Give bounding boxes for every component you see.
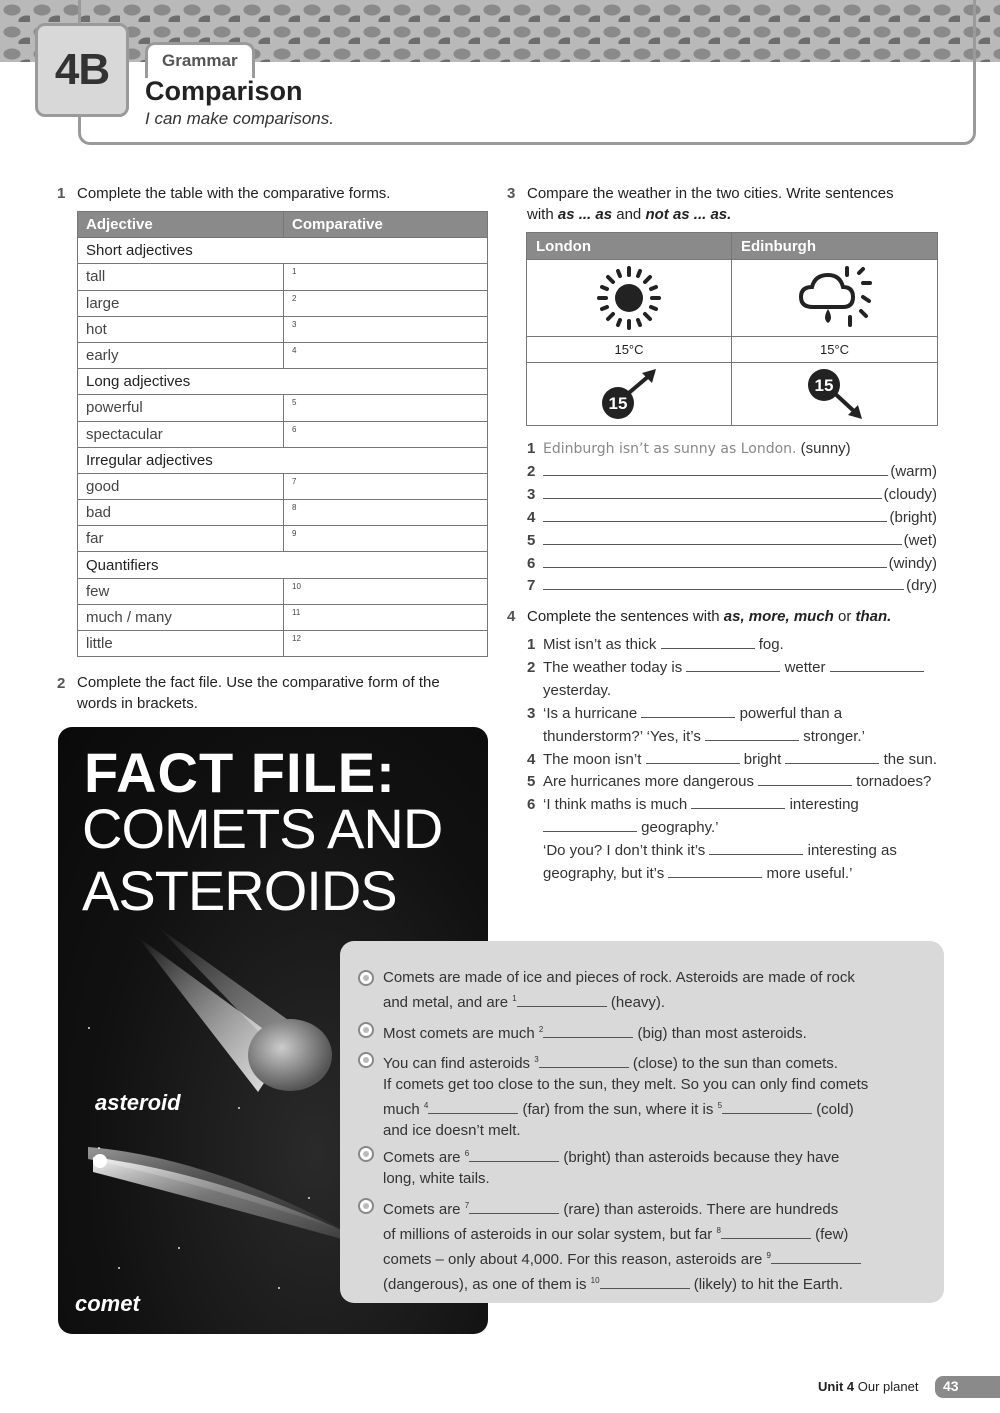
bullet-icon (358, 1022, 374, 1038)
gap-blank[interactable] (539, 1054, 629, 1068)
fact-text: You can find asteroids (383, 1055, 531, 1072)
sentence-text: interesting as (807, 842, 897, 859)
instruction-emphasis: than. (855, 608, 892, 625)
fact-file-subtitle-line-1: COMETS AND (82, 797, 443, 860)
section-tab: Grammar (145, 42, 255, 78)
line-number: 6 (527, 555, 536, 572)
gap-blank[interactable] (428, 1100, 518, 1114)
answer-cell[interactable]: 1 (284, 264, 488, 290)
answer-cell[interactable]: 3 (284, 316, 488, 342)
line-number: 7 (527, 577, 536, 594)
footer-unit-number: Unit 4 (818, 1379, 855, 1394)
answer-line (527, 504, 937, 526)
answer-cell[interactable]: 12 (284, 631, 488, 657)
exercise-3-instruction-line-1: Compare the weather in the two cities. Write sentences (527, 185, 894, 202)
exercise-4-number: 4 (507, 608, 516, 625)
exercise-3-number: 3 (507, 185, 516, 202)
fact-text: Most comets are much (383, 1025, 535, 1042)
comet-head (93, 1154, 107, 1168)
answer-cell[interactable]: 4 (284, 342, 488, 368)
fact-text: long, white tails. (383, 1170, 490, 1187)
city-header-london: London (527, 233, 732, 260)
gap-number: 3 (534, 1055, 539, 1064)
fact-file-subtitle (82, 798, 442, 922)
answer-cell[interactable]: 6 (284, 421, 488, 447)
gap-blank[interactable] (722, 1100, 812, 1114)
hint-word: (wet) (903, 532, 937, 549)
page-title: Comparison (145, 76, 303, 106)
fact-text: (few) (815, 1226, 849, 1243)
adjective-cell: bad (78, 500, 284, 526)
answer-line (527, 458, 937, 480)
hint-word: (dry) (906, 577, 937, 594)
fact-text: comets – only about 4,000. For this reason, asteroids are (383, 1251, 763, 1268)
sentence-text: geography, but it’s (543, 865, 665, 882)
gap-blank[interactable] (469, 1200, 559, 1214)
gap-blank[interactable] (543, 818, 637, 832)
gap-number: 7 (464, 1201, 470, 1210)
sentence-text: The weather today is (543, 659, 683, 676)
gap-number: 1 (512, 994, 517, 1003)
hint-word: (warm) (890, 463, 937, 480)
gap-number: 6 (464, 1149, 470, 1158)
gap-blank[interactable] (771, 1250, 861, 1264)
bullet-icon (358, 1198, 374, 1214)
asteroid-rock (248, 1019, 332, 1091)
answer-cell[interactable]: 11 (284, 604, 488, 630)
group-label: Long adjectives (78, 369, 488, 395)
gap-blank[interactable] (830, 658, 924, 672)
fact-text: much (383, 1101, 420, 1118)
answer-blank[interactable] (543, 567, 887, 568)
answer-blank[interactable] (543, 498, 882, 499)
adjective-cell: hot (78, 316, 284, 342)
fact-item (358, 1195, 928, 1295)
sentence-2 (527, 656, 924, 702)
fact-text: (bright) than asteroids because they have (563, 1149, 840, 1166)
answer-blank[interactable] (543, 475, 888, 476)
adjective-cell: much / many (78, 604, 284, 630)
answer-blank[interactable] (543, 544, 902, 545)
bullet-icon (358, 970, 374, 986)
weather-icon-cell (527, 260, 732, 337)
cloud-sun-rain-icon (795, 265, 875, 331)
adjective-cell: early (78, 342, 284, 368)
group-label: Irregular adjectives (78, 447, 488, 473)
wind-arrow-icon (800, 367, 870, 421)
exercise-2-number: 2 (57, 675, 66, 692)
fact-text: (cold) (816, 1101, 854, 1118)
fact-text: Comets are (383, 1201, 461, 1218)
fact-file-subtitle-line-2: ASTEROIDS (82, 859, 397, 922)
fact-item (358, 1049, 928, 1141)
adjective-cell: good (78, 473, 284, 499)
adjective-cell: tall (78, 264, 284, 290)
sentence-text: geography.’ (641, 819, 719, 836)
line-number: 4 (527, 751, 536, 768)
hint-word: (bright) (889, 509, 937, 526)
answer-cell[interactable]: 10 (284, 578, 488, 604)
fact-item (358, 1019, 928, 1044)
group-label: Quantifiers (78, 552, 488, 578)
line-number: 2 (527, 659, 536, 676)
fact-text: Comets are (383, 1149, 461, 1166)
line-number: 3 (527, 486, 536, 503)
weather-icon-cell (732, 260, 937, 337)
answer-blank[interactable] (543, 589, 904, 590)
line-number: 5 (527, 773, 536, 790)
sentence-1 (527, 633, 784, 656)
fact-text: Comets are made of ice and pieces of rock. Asteroids are made of rock (383, 969, 855, 986)
sentence-text: wetter (784, 659, 826, 676)
exercise-4-instruction (527, 606, 891, 627)
gap-number: 9 (766, 1251, 771, 1260)
adjective-cell: powerful (78, 395, 284, 421)
gap-number: 4 (423, 1101, 429, 1110)
gap-blank[interactable] (705, 727, 799, 741)
gap-number: 2 (538, 1025, 544, 1034)
gap-blank[interactable] (721, 1225, 811, 1239)
sentence-text: bright (743, 751, 782, 768)
exercise-3-instruction-line-2 (527, 204, 894, 225)
gap-number: 5 (717, 1101, 723, 1110)
answer-line (527, 481, 937, 503)
sentence-5 (527, 770, 931, 793)
adjective-cell: large (78, 290, 284, 316)
adjective-cell: few (78, 578, 284, 604)
column-header-adjective: Adjective (78, 212, 284, 238)
fact-text: and ice doesn’t melt. (383, 1122, 521, 1139)
answer-cell[interactable]: 7 (284, 473, 488, 499)
wind-speed-london: 15 (608, 394, 628, 413)
comet-label: comet (75, 1291, 140, 1316)
comparative-table (77, 211, 488, 657)
example-sentence (527, 435, 937, 457)
sentence-text: ‘Do you? I don’t think it’s (543, 842, 706, 859)
sentence-text: ‘Is a hurricane (543, 705, 638, 722)
line-number: 3 (527, 705, 536, 722)
temperature-edinburgh: 15°C (732, 337, 937, 363)
bullet-icon (358, 1052, 374, 1068)
fact-text: (heavy). (610, 994, 666, 1011)
fact-file-title: FACT FILE: (84, 741, 396, 804)
gap-blank[interactable] (661, 635, 755, 649)
answer-cell[interactable]: 5 (284, 395, 488, 421)
hint-word: (windy) (888, 555, 937, 572)
answer-cell[interactable]: 9 (284, 526, 488, 552)
sentence-text: interesting (789, 796, 859, 813)
column-header-comparative: Comparative (284, 212, 488, 238)
wind-arrow-icon (594, 367, 664, 421)
wind-cell-london (527, 363, 732, 425)
fact-item (358, 967, 928, 1013)
weather-table (526, 232, 938, 426)
sentence-text: powerful than a (739, 705, 843, 722)
exercise-2-instruction-line-1: Complete the fact file. Use the comparative form of the (77, 674, 440, 691)
gap-blank[interactable] (517, 993, 607, 1007)
sentence-text: ‘I think maths is much (543, 796, 688, 813)
gap-blank[interactable] (691, 795, 785, 809)
gap-blank[interactable] (641, 704, 735, 718)
exercise-2-instruction (77, 672, 440, 714)
sentence-text: tornadoes? (856, 773, 932, 790)
fact-text: of millions of asteroids in our solar system, but far (383, 1226, 713, 1243)
wind-cell-edinburgh (732, 363, 937, 425)
star (278, 1287, 280, 1289)
exercise-2-instruction-line-2: words in brackets. (77, 695, 198, 712)
sun-icon (594, 265, 664, 331)
sentence-text: thunderstorm?’ ‘Yes, it’s (543, 728, 701, 745)
adjective-cell: little (78, 631, 284, 657)
gap-blank[interactable] (785, 750, 879, 764)
footer-topic: Our planet (857, 1379, 919, 1394)
instruction-text: or (838, 608, 852, 625)
adjective-cell: far (78, 526, 284, 552)
city-header-edinburgh: Edinburgh (732, 233, 937, 260)
sentence-text: Are hurricanes more dangerous (543, 773, 754, 790)
instruction-text: with (527, 206, 554, 223)
line-number: 4 (527, 509, 536, 526)
asteroid-label: asteroid (95, 1090, 181, 1115)
gap-blank[interactable] (668, 864, 762, 878)
line-number: 2 (527, 463, 536, 480)
hint-word: (sunny) (800, 440, 851, 457)
fact-text: (close) to the sun than comets. (632, 1055, 838, 1072)
wind-speed-edinburgh: 15 (814, 376, 833, 395)
gap-blank[interactable] (758, 772, 852, 786)
sentence-text: the sun. (883, 751, 937, 768)
page-number: 43 (935, 1376, 1000, 1398)
sentence-text: more useful.’ (766, 865, 853, 882)
gap-blank[interactable] (469, 1148, 559, 1162)
sentence-text: fog. (758, 636, 784, 653)
group-label: Short adjectives (78, 238, 488, 264)
gap-number: 10 (590, 1276, 600, 1285)
sentence-text: stronger.’ (803, 728, 865, 745)
answer-line (527, 527, 937, 549)
footer-unit (818, 1379, 918, 1394)
fact-item (358, 1143, 928, 1189)
unit-code-badge: 4B (35, 23, 129, 117)
sentence-text: yesterday. (543, 682, 612, 699)
answer-line (527, 550, 937, 572)
hint-word: (cloudy) (883, 486, 937, 503)
fact-text: (far) from the sun, where it is (522, 1101, 714, 1118)
answer-cell[interactable]: 2 (284, 290, 488, 316)
lesson-aim: I can make comparisons. (145, 109, 334, 128)
line-number: 5 (527, 532, 536, 549)
sentence-text: The moon isn’t (543, 751, 642, 768)
star (118, 1267, 120, 1269)
sentence-6 (527, 793, 897, 885)
sentence-4 (527, 748, 937, 771)
fact-text: (dangerous), as one of them is (383, 1276, 587, 1293)
instruction-emphasis: not as ... as. (645, 206, 732, 223)
answer-cell[interactable]: 8 (284, 500, 488, 526)
fact-text: (rare) than asteroids. There are hundreds (563, 1201, 839, 1218)
gap-blank[interactable] (600, 1275, 690, 1289)
line-number: 1 (527, 440, 536, 457)
example-answer: Edinburgh isn’t as sunny as London. (543, 441, 797, 457)
instruction-text: and (616, 206, 642, 223)
gap-blank[interactable] (543, 1024, 633, 1038)
exercise-1-number: 1 (57, 185, 66, 202)
fact-text: and metal, and are (383, 994, 509, 1011)
gap-blank[interactable] (709, 841, 803, 855)
exercise-1-instruction: Complete the table with the comparative forms. (77, 185, 391, 202)
answer-line (527, 572, 937, 594)
bullet-icon (358, 1146, 374, 1162)
instruction-text: Complete the sentences with (527, 608, 720, 625)
line-number: 6 (527, 796, 536, 813)
fact-text: (big) than most asteroids. (637, 1025, 807, 1042)
instruction-emphasis: as ... as (557, 206, 613, 223)
star (88, 1027, 90, 1029)
temperature-london: 15°C (527, 337, 732, 363)
gap-blank[interactable] (646, 750, 740, 764)
line-number: 1 (527, 636, 536, 653)
gap-blank[interactable] (686, 658, 780, 672)
gap-number: 8 (716, 1226, 721, 1235)
adjective-cell: spectacular (78, 421, 284, 447)
fact-text: If comets get too close to the sun, they melt. So you can only find comets (383, 1076, 869, 1093)
sentence-text: Mist isn’t as thick (543, 636, 657, 653)
instruction-emphasis: as, more, much (723, 608, 834, 625)
fact-text: (likely) to hit the Earth. (693, 1276, 843, 1293)
exercise-3-instruction (527, 183, 894, 225)
answer-blank[interactable] (543, 521, 887, 522)
sentence-3 (527, 702, 865, 748)
